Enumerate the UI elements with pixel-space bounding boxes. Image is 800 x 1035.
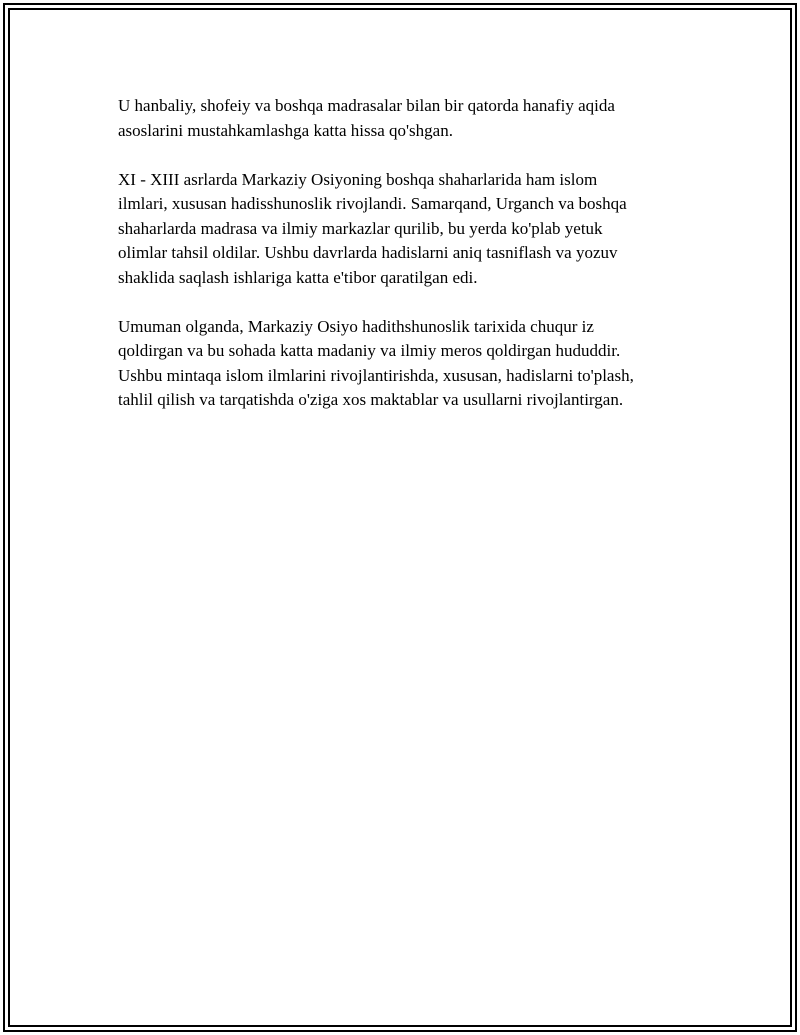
- paragraph-1: U hanbaliy, shofeiy va boshqa madrasalar bilan bir qatorda hanafiy aqida asoslarini mustahkamlashga katta hissa qo'shgan.: [118, 96, 615, 140]
- document-body: [118, 94, 688, 437]
- paragraph-2: XI - XIII asrlarda Markaziy Osiyoning boshqa shaharlarida ham islom ilmlari, xususan hadisshunoslik rivojlandi. Samarqand, Urganch va boshqa shaharlarda madrasa va ilmiy markazlar qurilib, bu yerda ko'plab yetuk olimlar tahsil oldilar. Ushbu davrlarda hadislarni aniq tasniflash va yozuv shaklida saqlash ishlariga katta e'tibor qaratilgan edi.: [118, 169, 627, 287]
- paragraph-3: Umuman olganda, Markaziy Osiyo hadithshunoslik tarixida chuqur iz qoldirgan va bu sohada katta madaniy va ilmiy meros qoldirgan hududdir. Ushbu mintaqa islom ilmlarini rivojlantirishda, xususan, hadislarni to'plash, tahlil qilish va tarqatishda o'ziga xos maktablar va usullarni rivojlantirgan.: [118, 316, 634, 409]
